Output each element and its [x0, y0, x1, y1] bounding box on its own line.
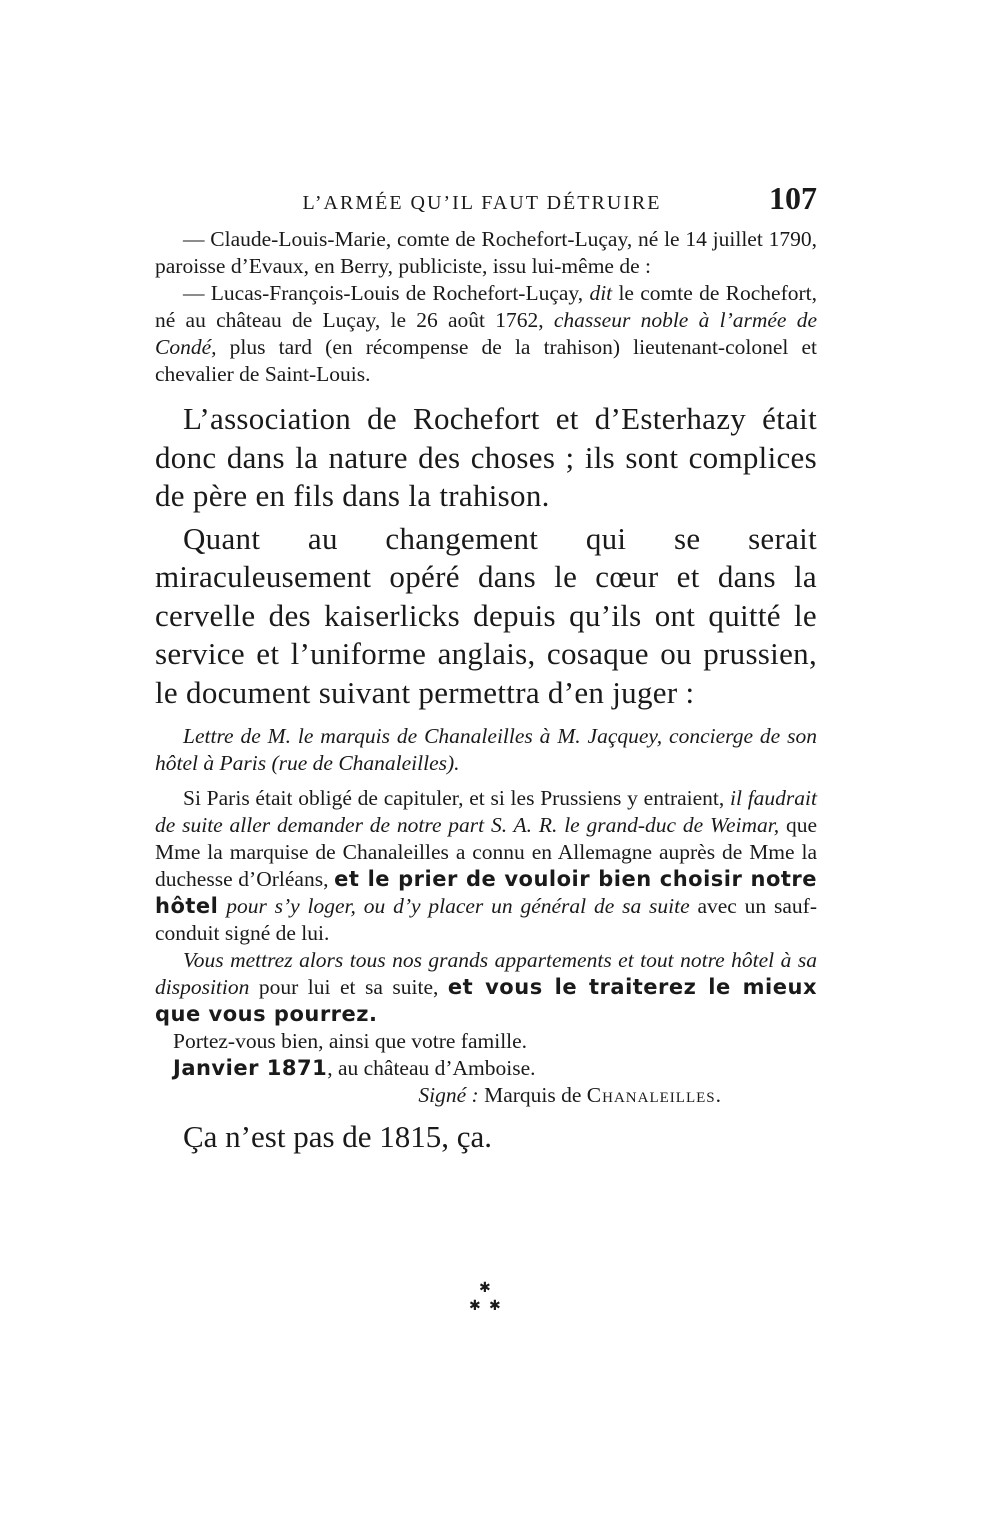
letter-bold-text: et le prier de vouloir bien choisir notre hôtel: [155, 867, 818, 918]
letter-date-place: , au château d’Amboise.: [327, 1056, 536, 1080]
letter-italic-text: il faudrait de suite aller demander de notre part S. A. R. le grand-duc de Weimar,: [155, 786, 818, 837]
genealogy-text: le comte de Rochefort, né au château de Luçay, le 26 août 1762,: [155, 281, 817, 332]
genealogy-paragraph-2: [155, 280, 817, 388]
letter-italic-text: Vous mettrez alors tous nos grands appartements et tout notre hôtel à sa disposition: [155, 948, 817, 999]
body-paragraph-1: L’association de Rochefort et d’Esterhazy était donc dans la nature des choses ; ils sont complices de père en fils dans la trahison.: [155, 401, 817, 513]
genealogy-text: — Lucas-François-Louis de Rochefort-Luçay,: [183, 281, 590, 305]
letter-farewell: Portez-vous bien, ainsi que votre famille.: [173, 1029, 528, 1053]
letter-date-bold: Janvier 1871: [173, 1056, 328, 1080]
genealogy-paragraph-1: — Claude-Louis-Marie, comte de Rochefort-Luçay, né le 14 juillet 1790, paroisse d’Evaux, en Berry, publiciste, issu lui-même de :: [155, 227, 817, 278]
letter-date: [155, 1055, 817, 1082]
signature-label: Signé :: [418, 1083, 479, 1107]
letter-text: que Mme la marquise de Chanaleilles a connu en Allemagne auprès de Mme la duchesse d’Orléans,: [155, 813, 818, 891]
letter-text: pour lui et sa suite,: [249, 975, 448, 999]
page-number: 107: [769, 180, 817, 216]
letter-text: Si Paris était obligé de capituler, et si les Prussiens y entraient,: [183, 786, 731, 810]
letter-caption: Lettre de M. le marquis de Chanaleilles à M. Jaçquey, concierge de son hôtel à Paris (rue de Chanaleilles).: [155, 724, 817, 775]
running-head: [155, 180, 817, 226]
signature-name: Marquis de: [478, 1083, 587, 1107]
running-title: L’ARMÉE QU’IL FAUT DÉTRUIRE: [302, 192, 662, 214]
letter-bold-text: et vous le traiterez le mieux que vous pourrez.: [155, 975, 817, 1026]
letter-text: avec un sauf-conduit signé de lui.: [155, 894, 817, 945]
body-paragraph-2: Quant au changement qui se serait miraculeusement opéré dans le cœur et dans la cervelle des kaiserlicks depuis qu’ils ont quitté le service et l’uniforme anglais, cosaque ou prussien, le document suivant permettra d’en juger :: [155, 520, 817, 710]
signature-surname: Chanaleilles.: [586, 1083, 722, 1107]
letter-signature: [155, 1082, 817, 1109]
genealogy-italic-chasseur: chasseur noble à l’armée de Condé,: [155, 308, 817, 359]
genealogy-italic-dit: dit: [589, 281, 613, 305]
letter-italic-text: pour s’y loger, ou d’y placer un général de sa suite: [218, 894, 690, 918]
letter-paragraph-1: [155, 785, 817, 947]
genealogy-text: plus tard (en récompense de la trahison) lieutenant-colonel et chevalier de Saint-Louis.: [155, 335, 817, 386]
asterism: ✱ ✱ ✱: [469, 1281, 501, 1314]
closing-line: Ça n’est pas de 1815, ça.: [183, 1119, 493, 1154]
letter-paragraph-2: [155, 947, 817, 1028]
page: [155, 180, 817, 1157]
